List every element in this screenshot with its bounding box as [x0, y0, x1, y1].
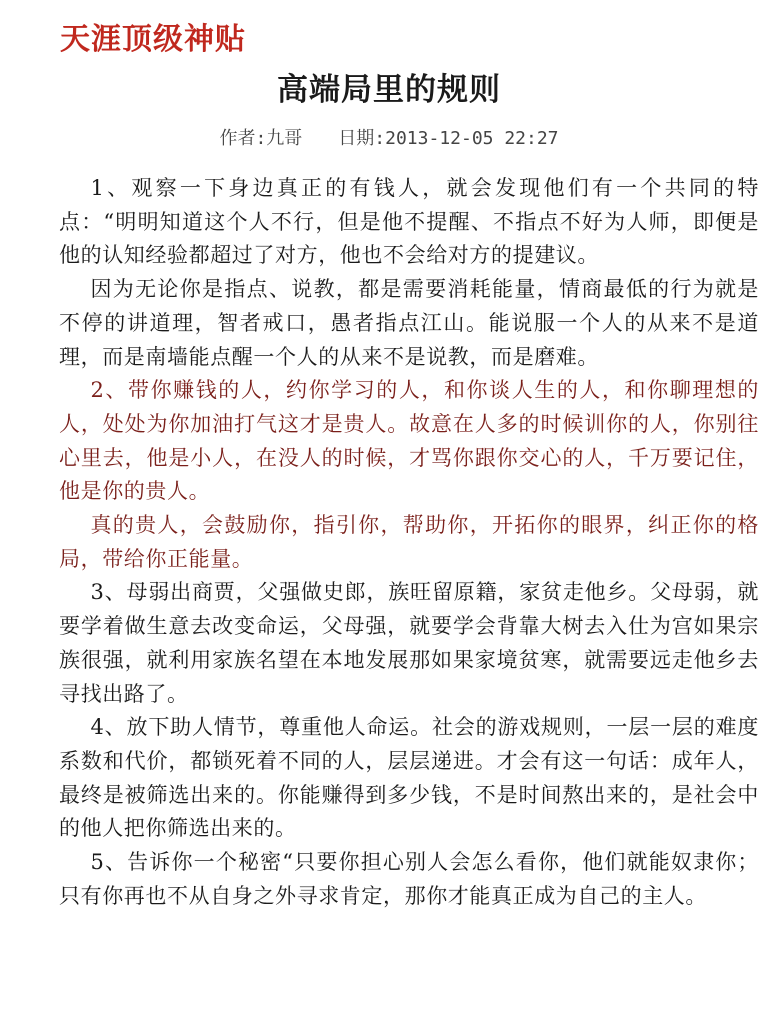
paragraph: 5、告诉你一个秘密“只要你担心别人会怎么看你，他们就能奴隶你；只有你再也不从自身之外寻求肯定，那你才能真正成为自己的主人。 — [59, 850, 759, 908]
article-body — [59, 172, 759, 913]
author-label: 作者:九哥 — [219, 128, 303, 149]
date-label: 日期:2013-12-05 22:27 — [338, 128, 559, 149]
article-meta — [0, 124, 778, 150]
site-banner: 天涯顶级神贴 — [60, 22, 246, 57]
paragraph: 4、放下助人情节，尊重他人命运。社会的游戏规则，一层一层的难度系数和代价，都锁死着不同的人，层层递进。才会有这一句话：成年人，最终是被筛选出来的。你能赚得到多少钱，不是时间熬出来的，是社会中的他人把你筛选出来的。 — [59, 715, 759, 841]
paragraph: 因为无论你是指点、说教，都是需要消耗能量，情商最低的行为就是不停的讲道理，智者戒口，愚者指点江山。能说服一个人的从来不是道理，而是南墙能点醒一个人的从来不是说教，而是磨难。 — [59, 277, 759, 369]
article-title: 高端局里的规则 — [277, 72, 501, 108]
paragraph: 3、母弱出商贾，父强做史郎，族旺留原籍，家贫走他乡。父母弱，就要学着做生意去改变命运，父母强，就要学会背靠大树去入仕为宫如果宗族很强，就利用家族名望在本地发展那如果家境贫寒，就需要远走他乡去寻找出路了。 — [59, 580, 759, 706]
paragraph: 2、带你赚钱的人，约你学习的人，和你谈人生的人，和你聊理想的人，处处为你加油打气这才是贵人。故意在人多的时候训你的人，你别往心里去，他是小人，在没人的时候，才骂你跟你交心的人，千万要记住，他是你的贵人。 — [59, 378, 759, 504]
paragraph: 1、观察一下身边真正的有钱人，就会发现他们有一个共同的特点：“明明知道这个人不行，但是他不提醒、不指点不好为人师，即便是他的认知经验都超过了对方，他也不会给对方的提建议。 — [59, 176, 759, 268]
paragraph: 真的贵人，会鼓励你，指引你，帮助你，开拓你的眼界，纠正你的格局，带给你正能量。 — [59, 513, 759, 571]
